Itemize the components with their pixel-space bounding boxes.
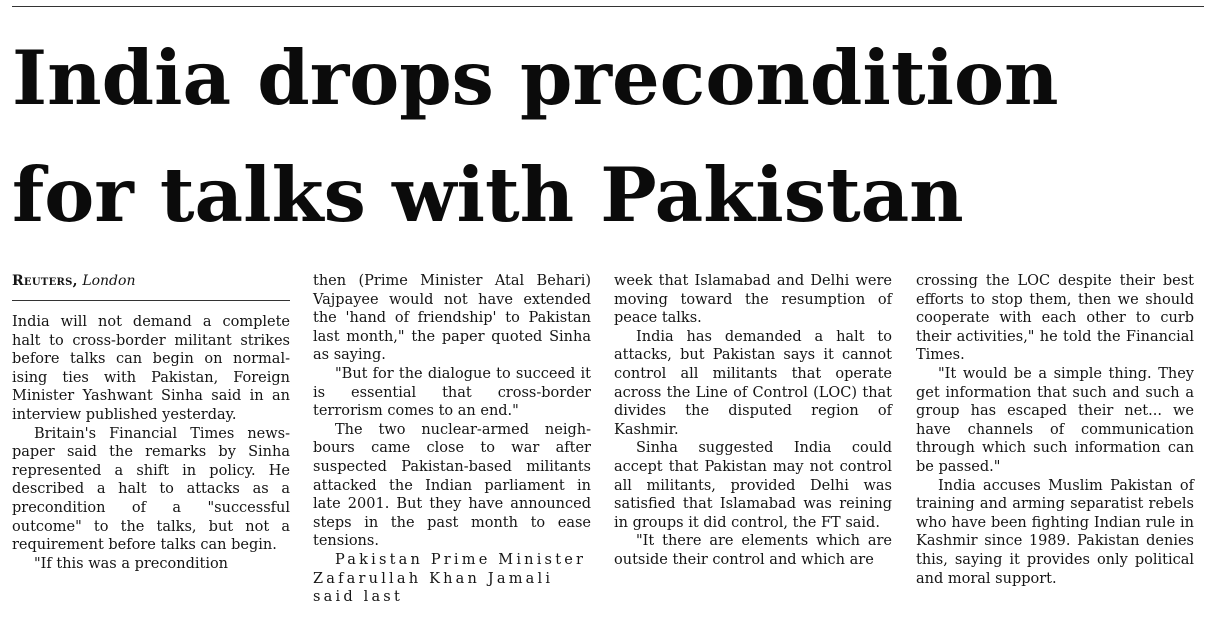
- article-column-4: [916, 272, 1194, 588]
- paragraph: "If this was a precondition: [34, 555, 229, 572]
- paragraph: Britain's Financial Times newspaper said the remarks by Sinha represented a shift in policy. He described a halt to attacks as a precondition of a "successful outcome" to the talks, but not a requirement before talks can begin.: [12, 425, 290, 554]
- paragraph: Sinha suggested India could accept that Pakistan may not control all militants, provided Delhi was satisfied that Islamabad was reining in groups it did control, the FT said.: [614, 440, 892, 531]
- top-rule: [12, 6, 1204, 7]
- byline-location: London: [82, 273, 136, 289]
- paragraph: "It there are elements which are outside their control and which are: [614, 533, 892, 568]
- paragraph: India will not demand a complete halt to cross-border militant strikes before talks can begin on normalising ties with Pakistan, Foreign Minister Yashwant Sinha said in an interview published yesterday.: [12, 314, 290, 423]
- article-column-3: [614, 272, 892, 570]
- paragraph: India accuses Muslim Pakistan of training and arming separatist rebels who have been fighting Indian rule in Kashmir since 1989. Pakistan denies this, saying it provides only political and moral support.: [916, 477, 1194, 587]
- paragraph: "It would be a simple thing. They get information that such and such a group has escaped their net... we have channels of communication through which such information can be passed.": [916, 365, 1194, 475]
- byline-agency: Reuters,: [12, 273, 78, 289]
- paragraph: India has demanded a halt to attacks, but Pakistan says it cannot control all militants that operate across the Line of Control (LOC) that divides the disputed region of Kashmir.: [614, 328, 892, 438]
- headline: [12, 20, 1207, 254]
- paragraph: crossing the LOC despite their best efforts to stop them, then we should cooperate with each other to curb their activities," he told the Financial Times.: [916, 273, 1194, 364]
- article-column-1: [12, 272, 290, 573]
- byline: [12, 272, 290, 301]
- headline-line-2: for talks with Pakistan: [12, 151, 964, 239]
- paragraph: The two nuclear-armed neighbours came close to war after suspected Pakistan-based militants attacked the Indian parliament in late 2001. But they have announced steps in the past month to ease tensions.: [313, 421, 591, 550]
- paragraph: then (Prime Minister Atal Behari) Vajpayee would not have extended the 'hand of friendship' to Pakistan last month," the paper quoted Sinha as saying.: [313, 273, 591, 364]
- paragraph: "But for the dialogue to succeed it is essential that cross-border terrorism comes to an end.": [313, 365, 591, 420]
- headline-line-1: India drops precondition: [12, 34, 1059, 122]
- article-column-2: [313, 272, 591, 607]
- paragraph: week that Islamabad and Delhi were moving toward the resumption of peace talks.: [614, 273, 892, 327]
- paragraph: Pakistan Prime Minister Zafarullah Khan Jamali said last: [313, 551, 587, 606]
